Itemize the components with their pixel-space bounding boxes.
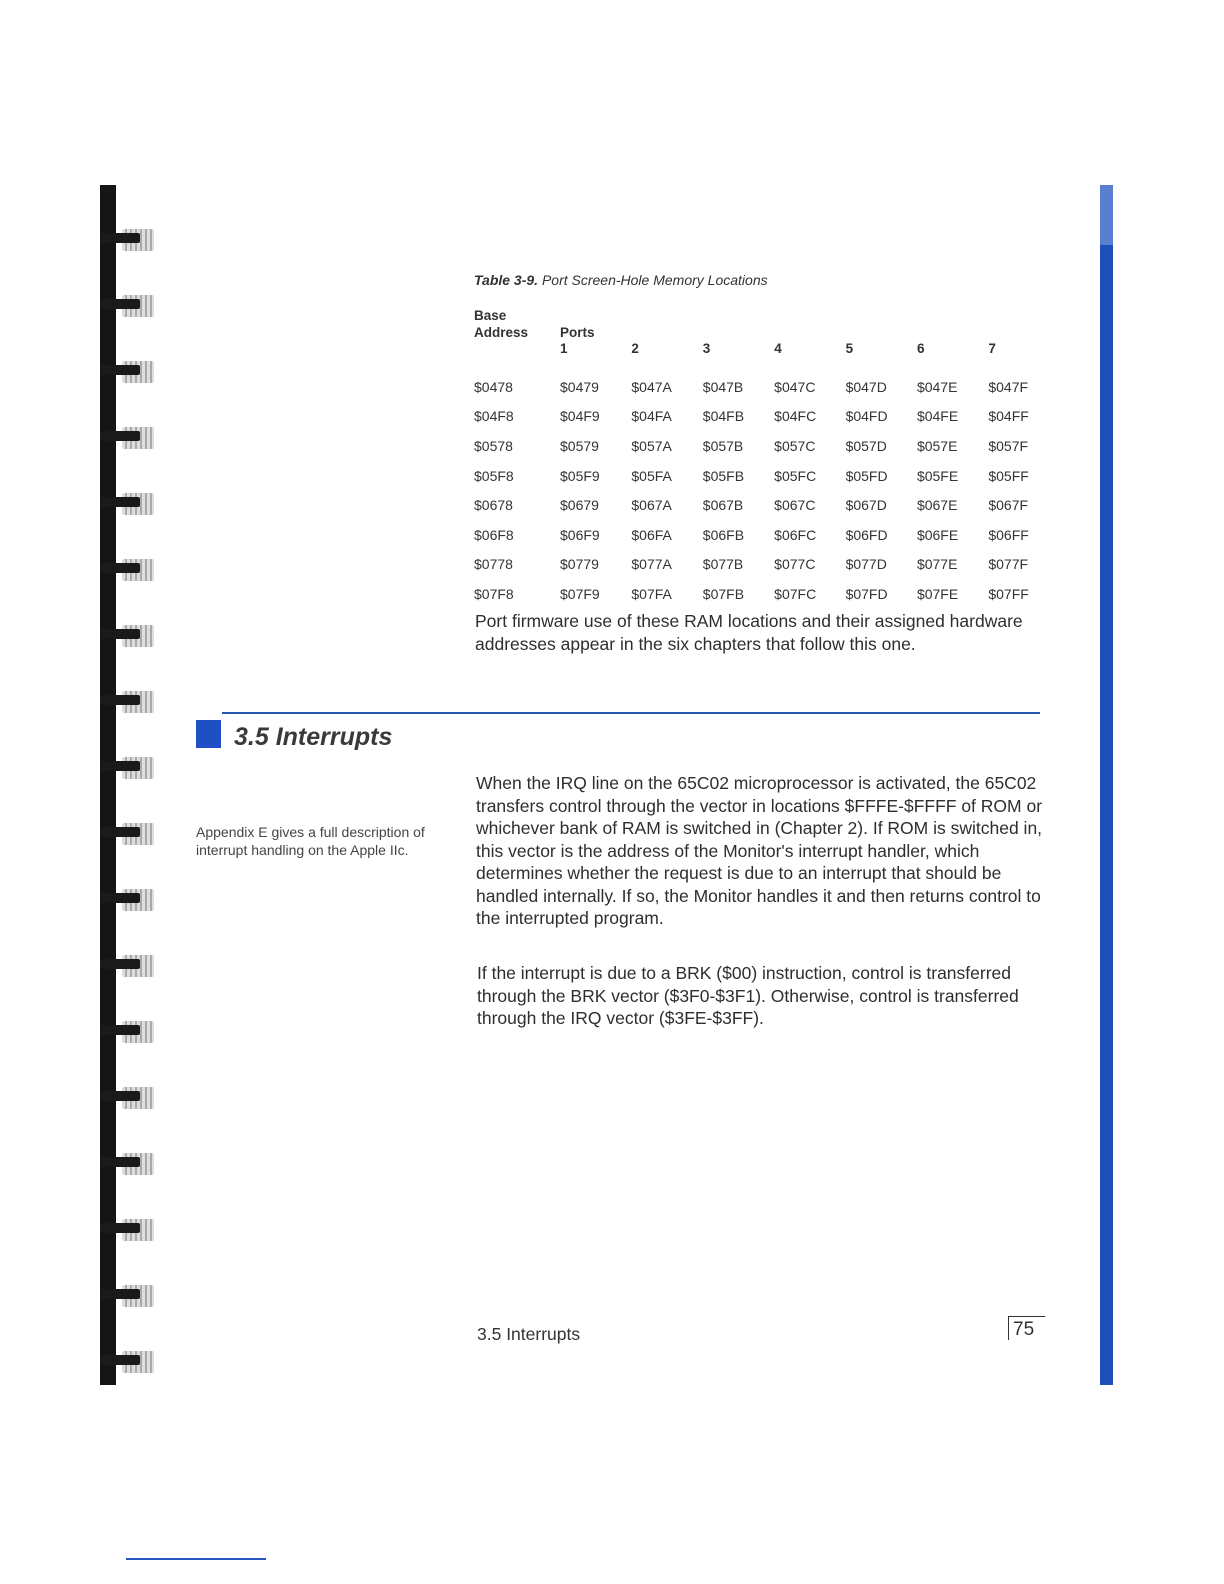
port-6-cell: $04FE [916,408,959,425]
base-address-cell: $0778 [474,556,513,573]
table-caption [474,272,768,288]
port-3-cell: $05FB [702,467,745,484]
port-3-cell: $077B [702,556,744,573]
base-address-cell: $0578 [474,437,513,454]
binding-coil [100,557,156,585]
port-5-cell: $057D [845,437,887,454]
port-6-cell: $06FE [916,526,959,543]
port-2-cell: $047A [631,378,672,395]
binding-coil [100,623,156,651]
paragraph-brk: If the interrupt is due to a BRK ($00) instruction, control is transferred through the BRK vector ($3F0-$3F1). Otherwise, control is transferred through the IRQ vector ($3FE-$3FF). [477,963,1019,1028]
port-1-cell: $0779 [560,556,599,573]
port-5-cell: $067D [845,497,887,514]
margin-note: Appendix E gives a full description of interrupt handling on the Apple IIc. [196,824,425,858]
paragraph-irq: When the IRQ line on the 65C02 microprocessor is activated, the 65C02 transfers control through the vector in locations $FFFE-$FFFF of ROM or whichever bank of RAM is switched in (Chapter 2). If ROM is switched in, this vector is the address of the Monitor's interrupt handler, which determines whether the request is due to an interrupt that should be handled internally. If so, the Monitor handles it and then returns control to the interrupted program. [476,773,1043,928]
table-caption-title: Port Screen-Hole Memory Locations [541,272,768,288]
bottom-rule [126,1558,266,1560]
port-7-cell: $07FF [988,585,1029,602]
port-3-cell: $07FB [702,585,745,602]
header-port-4: 4 [774,341,782,356]
page-number: 75 [1008,1316,1045,1340]
port-5-cell: $047D [845,378,887,395]
spiral-binding [100,185,160,1385]
port-7-cell: $077F [988,556,1029,573]
binding-coil [100,293,156,321]
binding-coil [100,1085,156,1113]
port-4-cell: $057C [774,437,816,454]
port-3-cell: $047B [702,378,744,395]
table-row [474,490,1060,520]
port-2-cell: $077A [631,556,672,573]
port-7-cell: $047F [988,378,1029,395]
port-6-cell: $047E [916,378,958,395]
port-6-cell: $077E [916,556,958,573]
port-1-cell: $06F9 [560,526,600,543]
binding-coil [100,1283,156,1311]
header-port-6: 6 [917,341,925,356]
port-6-cell: $05FE [916,467,959,484]
port-2-cell: $057A [631,437,672,454]
port-7-cell: $057F [988,437,1029,454]
header-ports: Ports [560,325,595,340]
port-4-cell: $04FC [774,408,817,425]
port-3-cell: $06FB [702,526,745,543]
binding-coil [100,1151,156,1179]
port-4-cell: $047C [774,378,816,395]
binding-coil [100,821,156,849]
port-6-cell: $07FE [916,585,959,602]
port-1-cell: $0679 [560,497,599,514]
page-edge-blue [1100,185,1113,1385]
port-5-cell: $05FD [845,467,888,484]
port-3-cell: $067B [702,497,744,514]
port-memory-table [474,372,1060,609]
port-5-cell: $07FD [845,585,888,602]
base-address-cell: $06F8 [474,526,514,543]
base-address-cell: $04F8 [474,408,514,425]
port-2-cell: $06FA [631,526,672,543]
port-4-cell: $06FC [774,526,817,543]
port-2-cell: $067A [631,497,672,514]
binding-coil [100,953,156,981]
port-1-cell: $05F9 [560,467,600,484]
port-7-cell: $06FF [988,526,1029,543]
table-row [474,402,1060,432]
port-2-cell: $04FA [631,408,672,425]
base-address-cell: $0478 [474,378,513,395]
base-address-cell: $0678 [474,497,513,514]
port-5-cell: $06FD [845,526,888,543]
port-1-cell: $04F9 [560,408,600,425]
base-address-cell: $07F8 [474,585,514,602]
port-2-cell: $05FA [631,467,672,484]
port-7-cell: $05FF [988,467,1029,484]
binding-coil [100,1019,156,1047]
table-row [474,431,1060,461]
header-base: Base [474,308,507,323]
port-7-cell: $04FF [988,408,1029,425]
table-row [474,520,1060,550]
port-5-cell: $04FD [845,408,888,425]
binding-coil [100,1217,156,1245]
binding-coil [100,425,156,453]
table-row [474,579,1060,609]
port-2-cell: $07FA [631,585,672,602]
table-footnote: Port firmware use of these RAM locations and their assigned hardware addresses appear in the six chapters that follow this one. [475,611,1023,654]
port-1-cell: $0579 [560,437,599,454]
binding-coil [100,1349,156,1377]
table-row [474,372,1060,402]
header-port-3: 3 [702,341,711,356]
port-1-cell: $07F9 [560,585,600,602]
section-rule [222,712,1040,714]
header-port-5: 5 [845,341,854,356]
header-port-1: 1 [560,341,568,356]
running-footer: 3.5 Interrupts [477,1324,581,1344]
port-1-cell: $0479 [560,378,599,395]
header-address: Address [474,325,529,340]
port-3-cell: $057B [702,437,744,454]
binding-coil [100,359,156,387]
port-4-cell: $05FC [774,467,817,484]
binding-coil [100,755,156,783]
table-caption-number: Table 3-9. [474,272,539,288]
table-row [474,550,1060,580]
port-5-cell: $077D [845,556,887,573]
binding-coil [100,491,156,519]
binding-coil [100,227,156,255]
base-address-cell: $05F8 [474,467,514,484]
header-port-2: 2 [631,341,639,356]
section-title: 3.5 Interrupts [234,723,393,751]
port-7-cell: $067F [988,497,1029,514]
binding-coil [100,887,156,915]
port-6-cell: $067E [916,497,958,514]
port-4-cell: $07FC [774,585,817,602]
section-marker [196,720,221,748]
port-3-cell: $04FB [702,408,745,425]
port-4-cell: $077C [774,556,816,573]
binding-coil [100,689,156,717]
port-6-cell: $057E [916,437,958,454]
port-4-cell: $067C [774,497,816,514]
header-port-7: 7 [988,341,996,356]
table-row [474,461,1060,491]
